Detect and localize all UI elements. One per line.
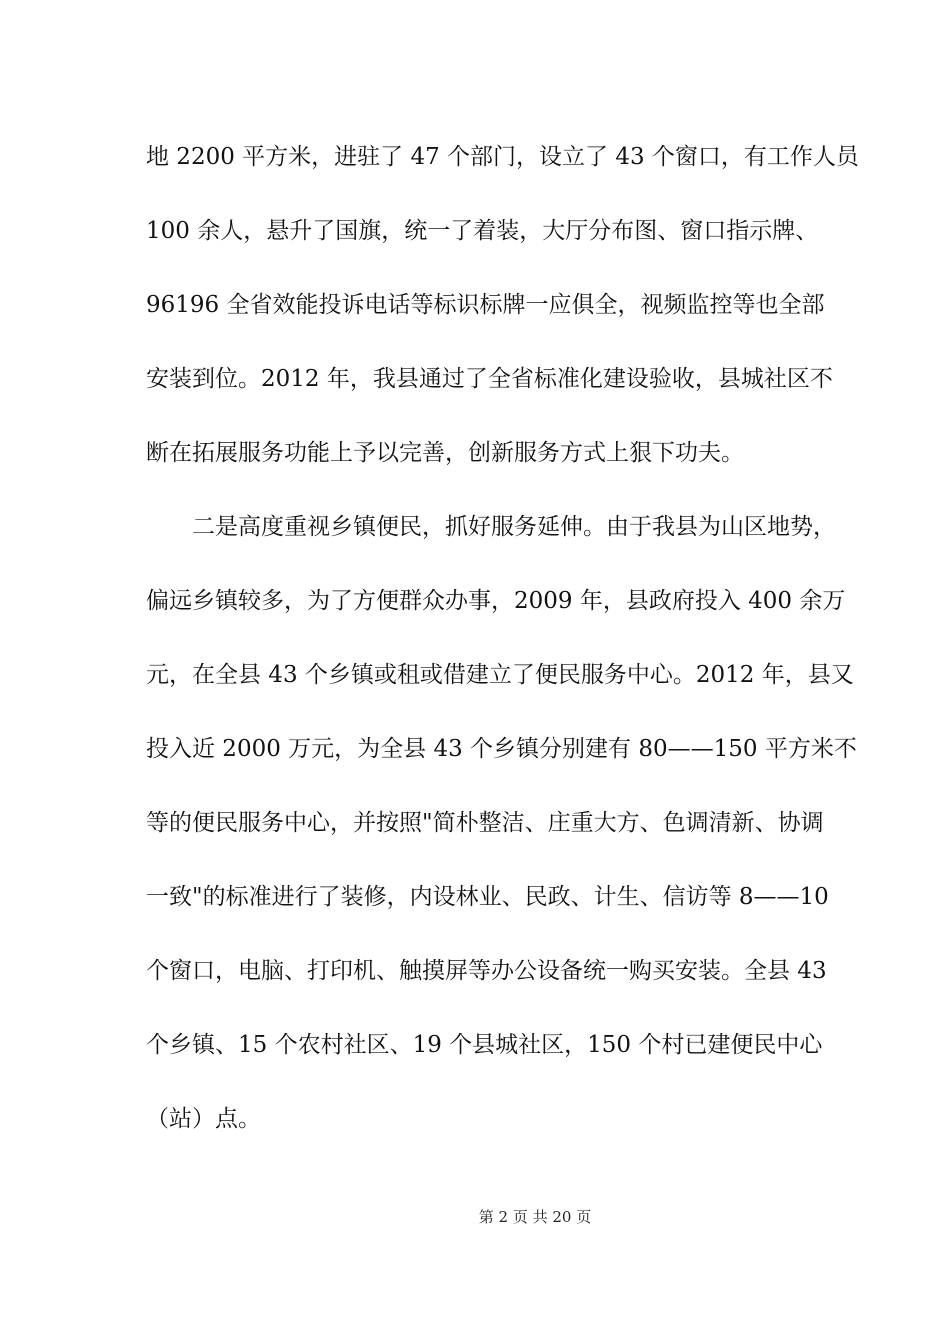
- text-line: 个乡镇、15 个农村社区、19 个县城社区，150 个村已建便民中心: [146, 1032, 823, 1058]
- text-line: 等的便民服务中心，并按照"简朴整洁、庄重大方、色调清新、协调: [146, 810, 824, 836]
- text-line: 一致"的标准进行了装修，内设林业、民政、计生、信访等 8——10: [146, 884, 829, 910]
- text-line: 地 2200 平方米，进驻了 47 个部门，设立了 43 个窗口，有工作人员: [146, 144, 859, 170]
- text-line: 元，在全县 43 个乡镇或租或借建立了便民服务中心。2012 年，县又: [146, 662, 854, 688]
- page-number-footer: 第 2 页 共 20 页: [478, 1208, 592, 1226]
- text-line: 个窗口，电脑、打印机、触摸屏等办公设备统一购买安装。全县 43: [146, 958, 827, 984]
- text-line: 安装到位。2012 年，我县通过了全省标准化建设验收，县城社区不: [146, 366, 833, 392]
- text-line-paragraph-start: 二是高度重视乡镇便民，抓好服务延伸。由于我县为山区地势，: [192, 514, 836, 540]
- text-line: 偏远乡镇较多，为了方便群众办事，2009 年，县政府投入 400 余万: [146, 588, 846, 614]
- text-line: 投入近 2000 万元，为全县 43 个乡镇分别建有 80——150 平方米不: [146, 736, 857, 762]
- text-line: 100 余人，悬升了国旗，统一了着装，大厅分布图、窗口指示牌、: [146, 218, 819, 244]
- text-line: 断在拓展服务功能上予以完善，创新服务方式上狠下功夫。: [146, 440, 744, 466]
- text-line: 96196 全省效能投诉电话等标识标牌一应俱全，视频监控等也全部: [146, 292, 825, 318]
- text-line: （站）点。: [146, 1106, 261, 1132]
